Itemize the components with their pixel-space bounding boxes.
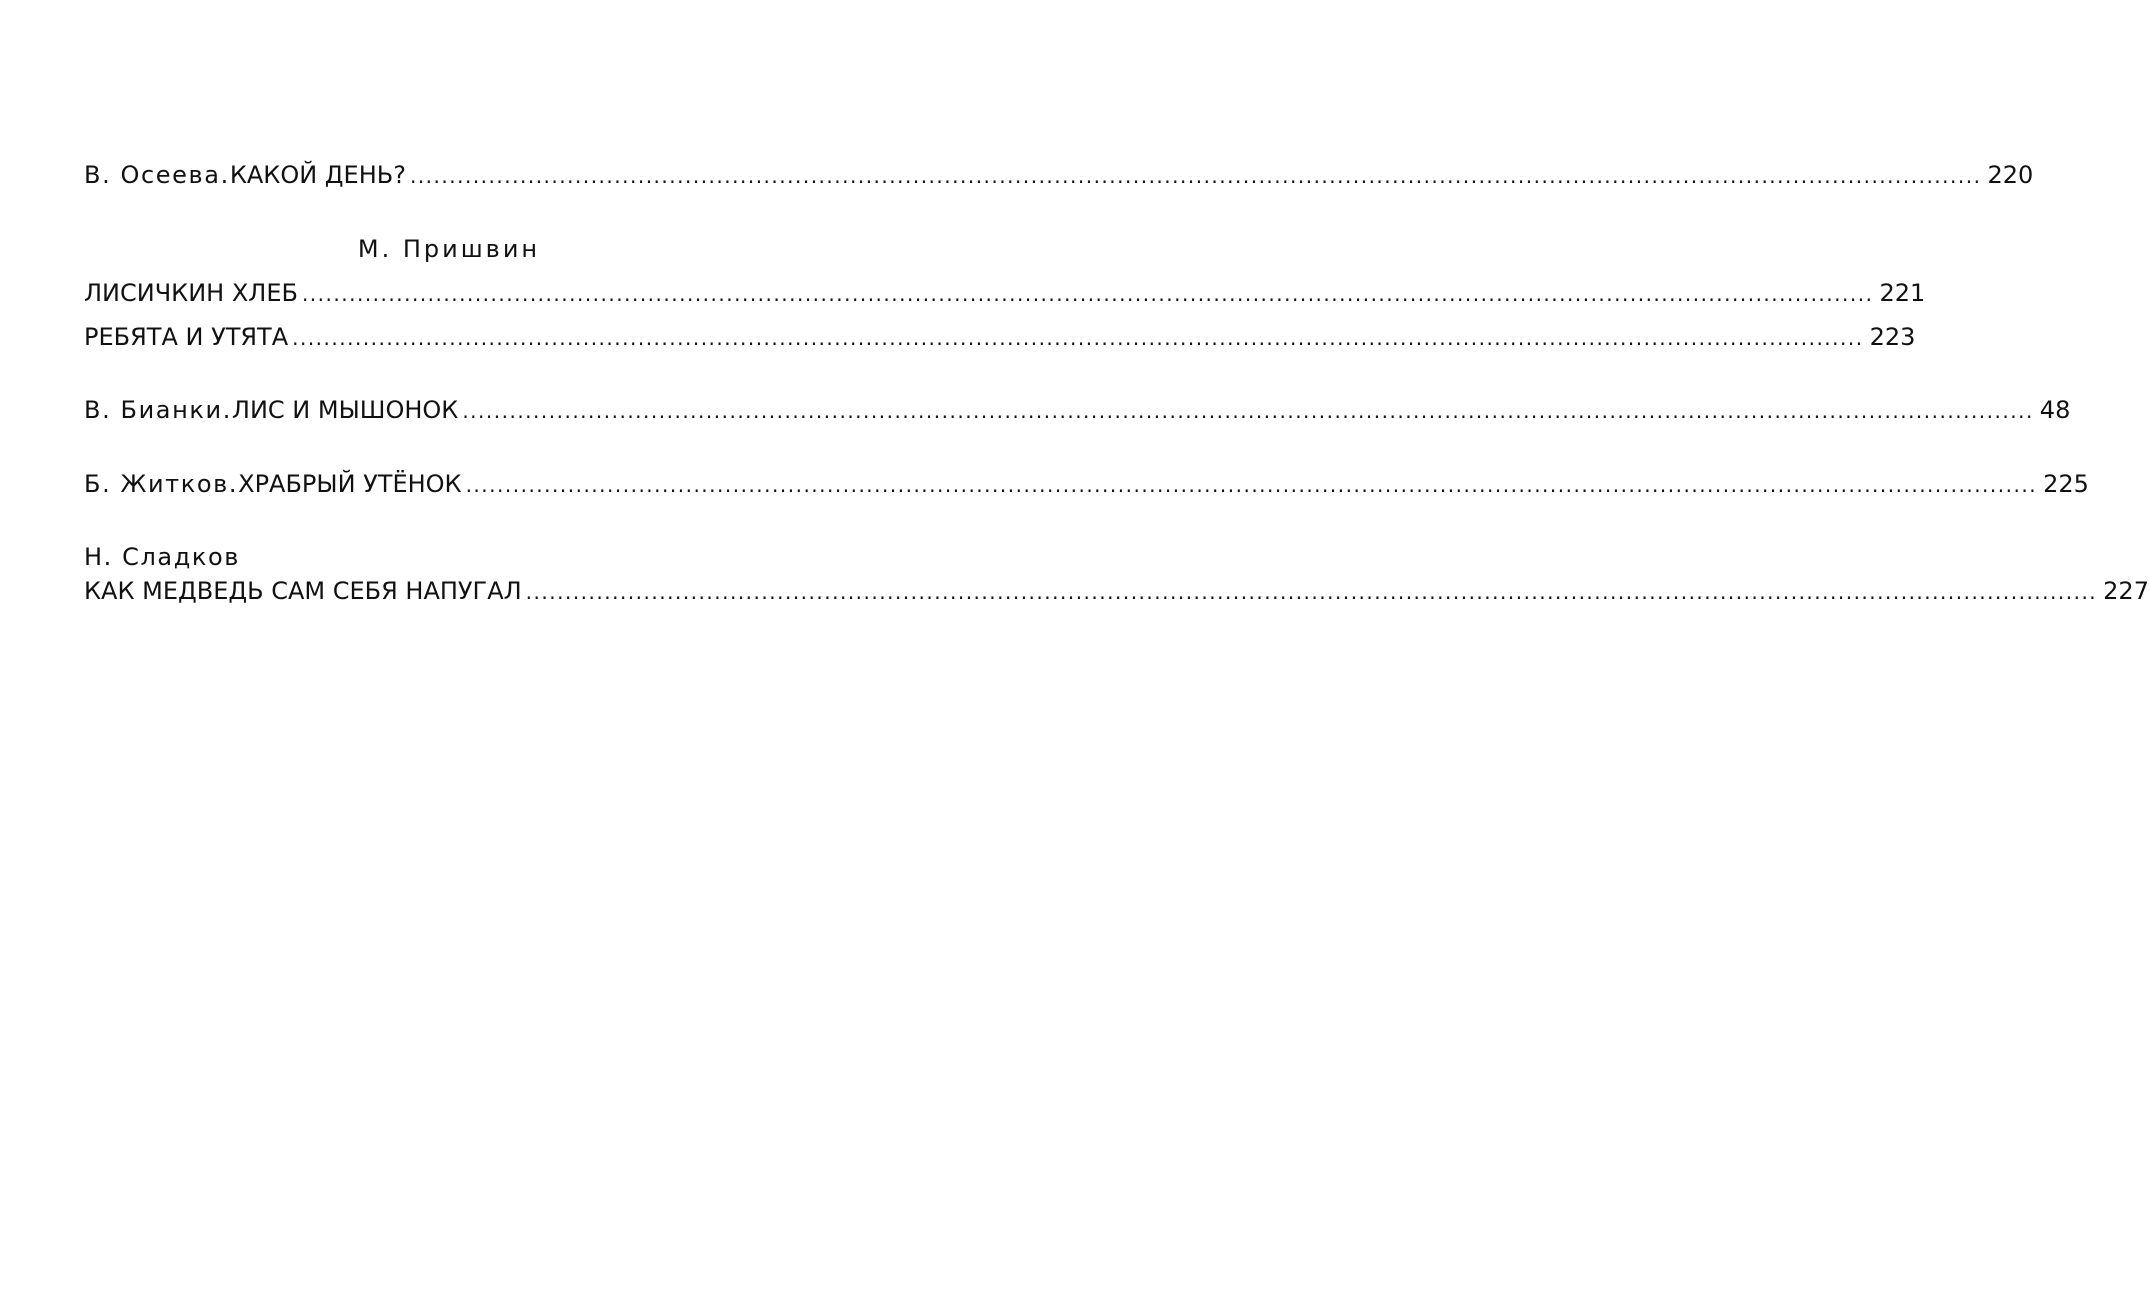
entry-title: РЕБЯТА И УТЯТА (84, 323, 289, 351)
toc-entry-zhitkov (84, 467, 2089, 501)
entry-separator: . (220, 161, 230, 189)
entry-author: Б. Житков (84, 470, 229, 498)
toc-entry-oseeva (84, 158, 2034, 192)
section-author-sladkov: Н. Сладков (84, 543, 241, 571)
entry-page-number: 48 (2039, 396, 2071, 424)
entry-title: ХРАБРЫЙ УТЁНОК (238, 470, 462, 498)
entry-author: В. Бианки (84, 396, 223, 424)
entry-title: КАКОЙ ДЕНЬ? (229, 161, 406, 189)
dot-leader: ........................................................................................................................................................................................................ (465, 473, 2038, 497)
entry-page-number: 220 (1987, 161, 2034, 189)
entry-separator: . (222, 396, 232, 424)
entry-title: ЛИСИЧКИН ХЛЕБ (84, 279, 298, 307)
entry-page-number: 221 (1879, 279, 1926, 307)
dot-leader: ........................................................................................................................................................................................................ (462, 399, 2034, 423)
dot-leader: ........................................................................................................................................................................................................ (525, 580, 2098, 604)
entry-page-number: 223 (1869, 323, 1916, 351)
toc-entry-lisichkin-hleb (84, 276, 1926, 310)
toc-entry-rebyata-i-utyata (84, 320, 1916, 354)
toc-entry-bianki (84, 393, 2071, 427)
entry-title: КАК МЕДВЕДЬ САМ СЕБЯ НАПУГАЛ (84, 577, 522, 605)
dot-leader: ........................................................................................................................................................................................................ (292, 326, 1864, 350)
entry-separator: . (228, 470, 239, 498)
entry-author: В. Осеева (84, 161, 221, 189)
dot-leader: ........................................................................................................................................................................................................ (409, 164, 1982, 188)
entry-page-number: 225 (2043, 470, 2089, 498)
section-author-prishvin: М. Пришвин (357, 235, 541, 263)
toc-entry-kak-medved (84, 574, 2149, 608)
entry-page-number: 227 (2103, 577, 2149, 605)
dot-leader: ........................................................................................................................................................................................................ (301, 282, 1874, 306)
entry-title: ЛИС И МЫШОНОК (231, 396, 459, 424)
